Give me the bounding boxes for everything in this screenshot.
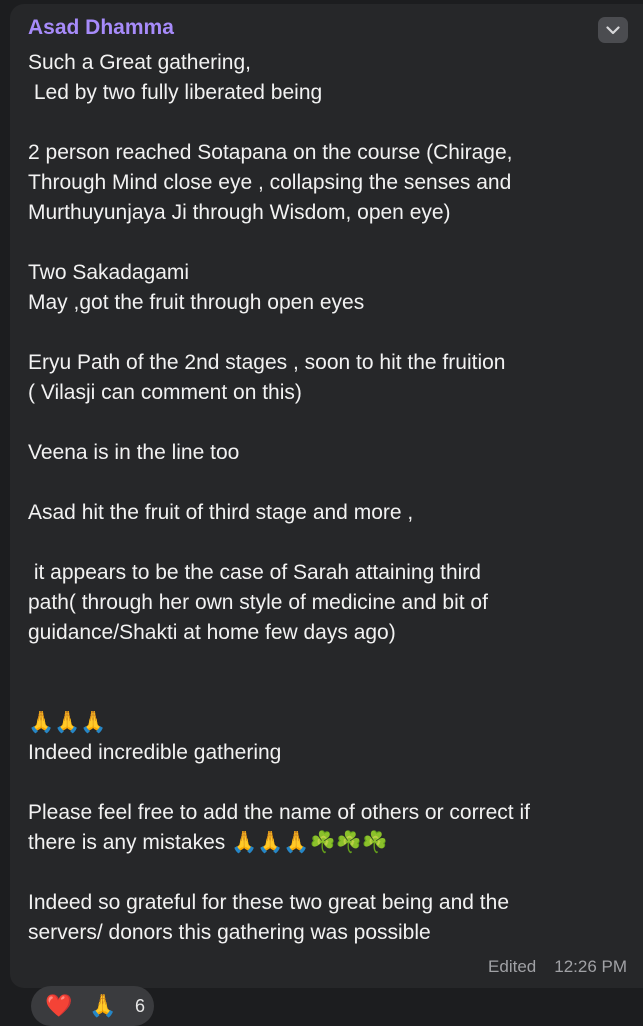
message-line (28, 528, 633, 558)
message-line: 2 person reached Sotapana on the course (Chirage, (28, 141, 513, 164)
message-line: Murthuyunjaya Ji through Wisdom, open eye) (28, 201, 451, 224)
message-line: Led by two fully liberated being (28, 81, 323, 104)
message-line: Asad hit the fruit of third stage and more , (28, 501, 414, 524)
message-time: 12:26 PM (554, 957, 627, 976)
reaction-count: 6 (135, 995, 146, 1016)
message-bubble[interactable] (10, 4, 643, 988)
message-line: Veena is in the line too (28, 441, 240, 464)
message-body (28, 48, 633, 948)
message-line: ( Vilasji can comment on this) (28, 381, 302, 404)
message-line (28, 468, 633, 498)
message-line: servers/ donors this gathering was possible (28, 921, 431, 944)
message-meta (488, 957, 627, 977)
message-line: Through Mind close eye , collapsing the senses and (28, 171, 512, 194)
message-line (28, 768, 633, 798)
pray-reaction-icon[interactable]: 🙏 (89, 993, 117, 1018)
message-line: Such a Great gathering, (28, 51, 251, 74)
message-line: Indeed so grateful for these two great being and the (28, 891, 510, 914)
message-line (28, 678, 633, 708)
sender-name[interactable]: Asad Dhamma (28, 16, 174, 39)
message-line (28, 648, 633, 678)
message-line (28, 228, 633, 258)
message-menu-button[interactable] (598, 17, 628, 43)
message-line (28, 408, 633, 438)
message-line: there is any mistakes 🙏🙏🙏☘️☘️☘️ (28, 831, 388, 854)
chevron-down-icon (606, 26, 620, 35)
heart-reaction-icon[interactable]: ❤️ (45, 993, 73, 1018)
message-line: Eryu Path of the 2nd stages , soon to hit the fruition (28, 351, 506, 374)
message-line: Two Sakadagami (28, 261, 190, 284)
message-line (28, 318, 633, 348)
message-line: Indeed incredible gathering (28, 741, 282, 764)
message-line: it appears to be the case of Sarah attaining third (28, 561, 481, 584)
message-line: May ,got the fruit through open eyes (28, 291, 365, 314)
message-line: path( through her own style of medicine and bit of (28, 591, 488, 614)
message-line: guidance/Shakti at home few days ago) (28, 621, 396, 644)
message-line (28, 108, 633, 138)
message-line: Please feel free to add the name of others or correct if (28, 801, 530, 824)
reactions-bar[interactable] (31, 986, 154, 1026)
message-line: 🙏🙏🙏 (28, 711, 107, 734)
edited-label: Edited (488, 957, 537, 976)
message-line (28, 858, 633, 888)
